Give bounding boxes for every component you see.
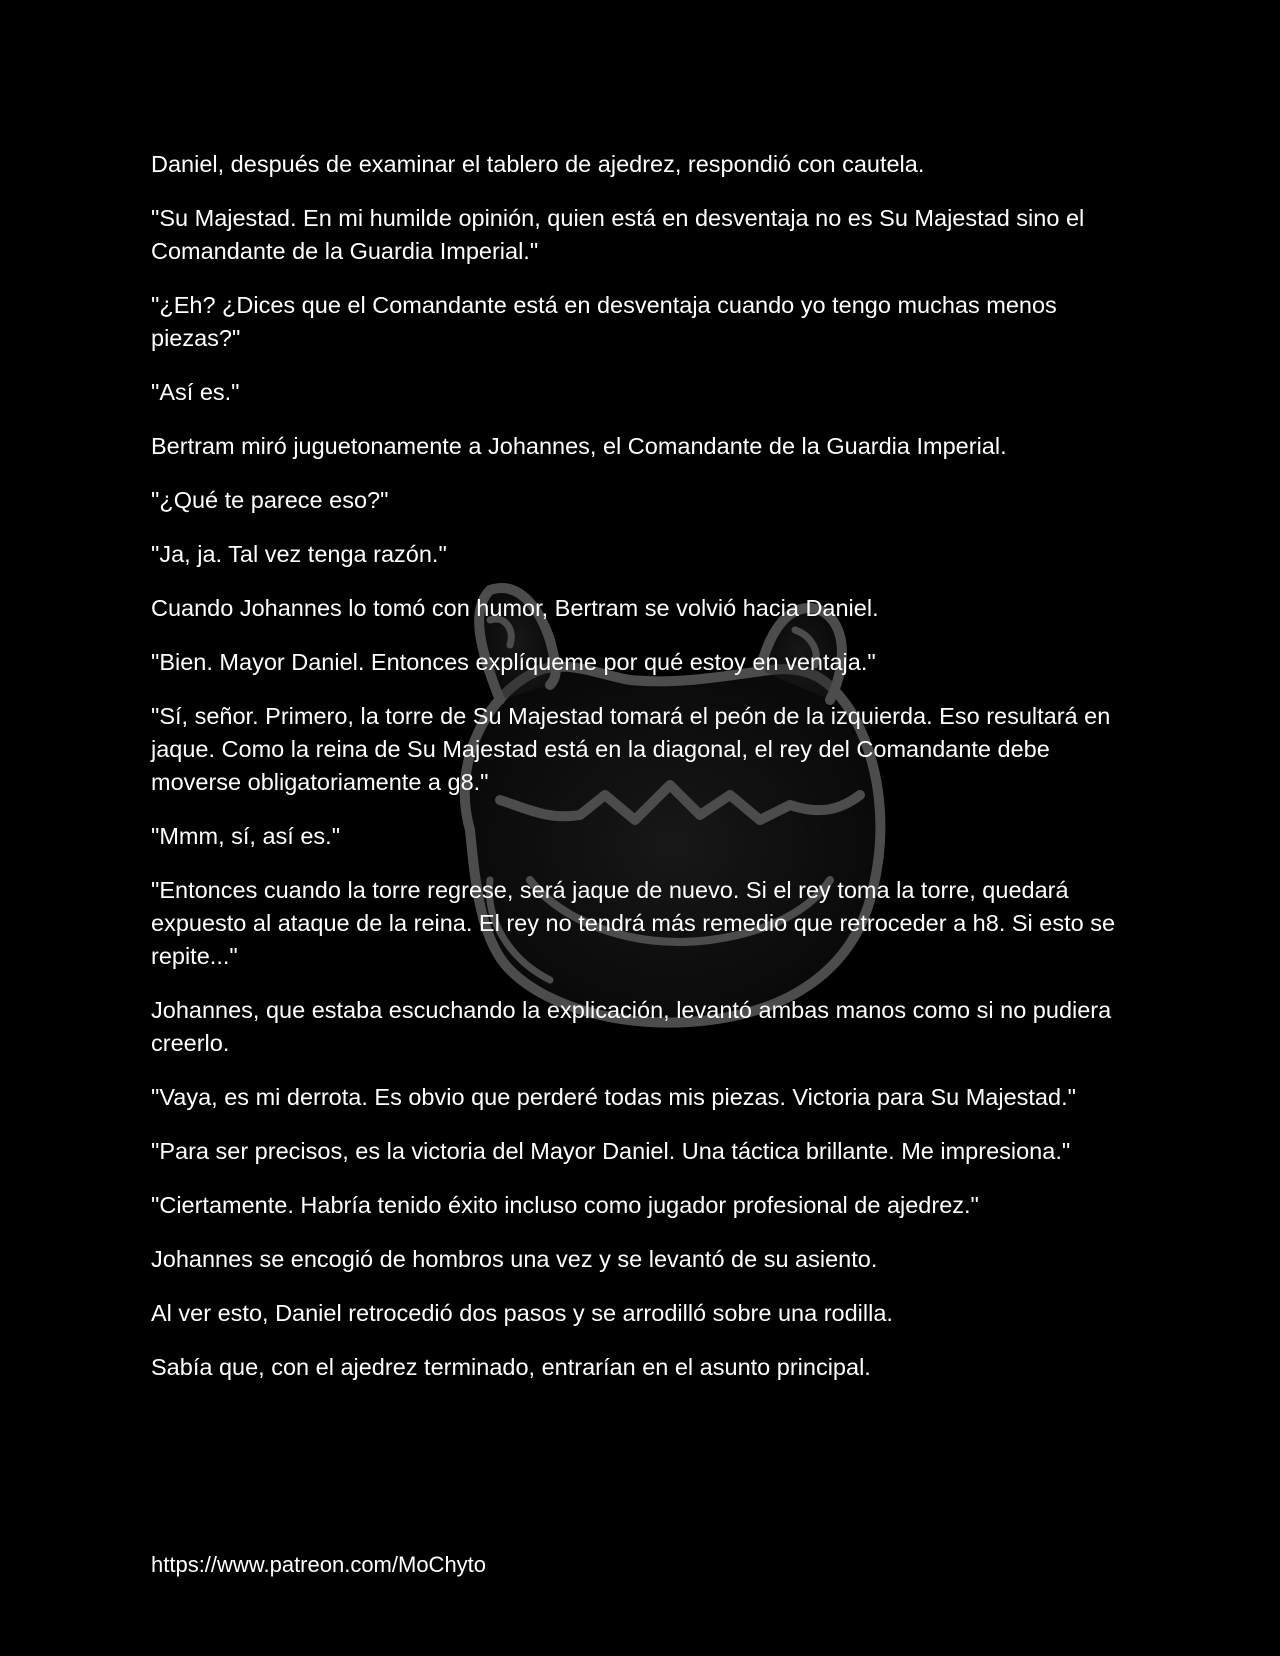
paragraph: "Mmm, sí, así es." xyxy=(151,823,341,849)
paragraph: "Bien. Mayor Daniel. Entonces explíqueme por qué estoy en ventaja." xyxy=(151,649,876,675)
paragraph: "¿Eh? ¿Dices que el Comandante está en desventaja cuando yo tengo muchas menos piezas?" xyxy=(151,292,1057,351)
paragraph: "¿Qué te parece eso?" xyxy=(151,487,389,513)
paragraph: "Ciertamente. Habría tenido éxito incluso como jugador profesional de ajedrez." xyxy=(151,1192,979,1218)
story-text xyxy=(151,148,1131,1405)
paragraph: Johannes se encogió de hombros una vez y se levantó de su asiento. xyxy=(151,1246,878,1272)
paragraph: "Así es." xyxy=(151,379,240,405)
paragraph: "Su Majestad. En mi humilde opinión, quien está en desventaja no es Su Majestad sino el Comandante de la Guardia Imperial." xyxy=(151,205,1085,264)
paragraph: Al ver esto, Daniel retrocedió dos pasos y se arrodilló sobre una rodilla. xyxy=(151,1300,893,1326)
patreon-link[interactable]: https://www.patreon.com/MoChyto xyxy=(151,1552,487,1577)
paragraph: Bertram miró juguetonamente a Johannes, el Comandante de la Guardia Imperial. xyxy=(151,433,1007,459)
paragraph: Daniel, después de examinar el tablero de ajedrez, respondió con cautela. xyxy=(151,151,925,177)
paragraph: Cuando Johannes lo tomó con humor, Bertram se volvió hacia Daniel. xyxy=(151,595,879,621)
paragraph: Sabía que, con el ajedrez terminado, entrarían en el asunto principal. xyxy=(151,1354,871,1380)
paragraph: "Ja, ja. Tal vez tenga razón." xyxy=(151,541,447,567)
paragraph: "Entonces cuando la torre regrese, será jaque de nuevo. Si el rey toma la torre, quedará expuesto al ataque de la reina. El rey no tendrá más remedio que retroceder a h8. Si esto se repite..." xyxy=(151,877,1116,969)
paragraph: "Sí, señor. Primero, la torre de Su Majestad tomará el peón de la izquierda. Eso resultará en jaque. Como la reina de Su Majestad está en la diagonal, el rey del Comandante debe moverse obligatoriamente a g8." xyxy=(151,703,1111,795)
paragraph: Johannes, que estaba escuchando la explicación, levantó ambas manos como si no pudiera creerlo. xyxy=(151,997,1112,1056)
paragraph: "Para ser precisos, es la victoria del Mayor Daniel. Una táctica brillante. Me impresiona." xyxy=(151,1138,1071,1164)
paragraph: "Vaya, es mi derrota. Es obvio que perderé todas mis piezas. Victoria para Su Majestad." xyxy=(151,1084,1076,1110)
